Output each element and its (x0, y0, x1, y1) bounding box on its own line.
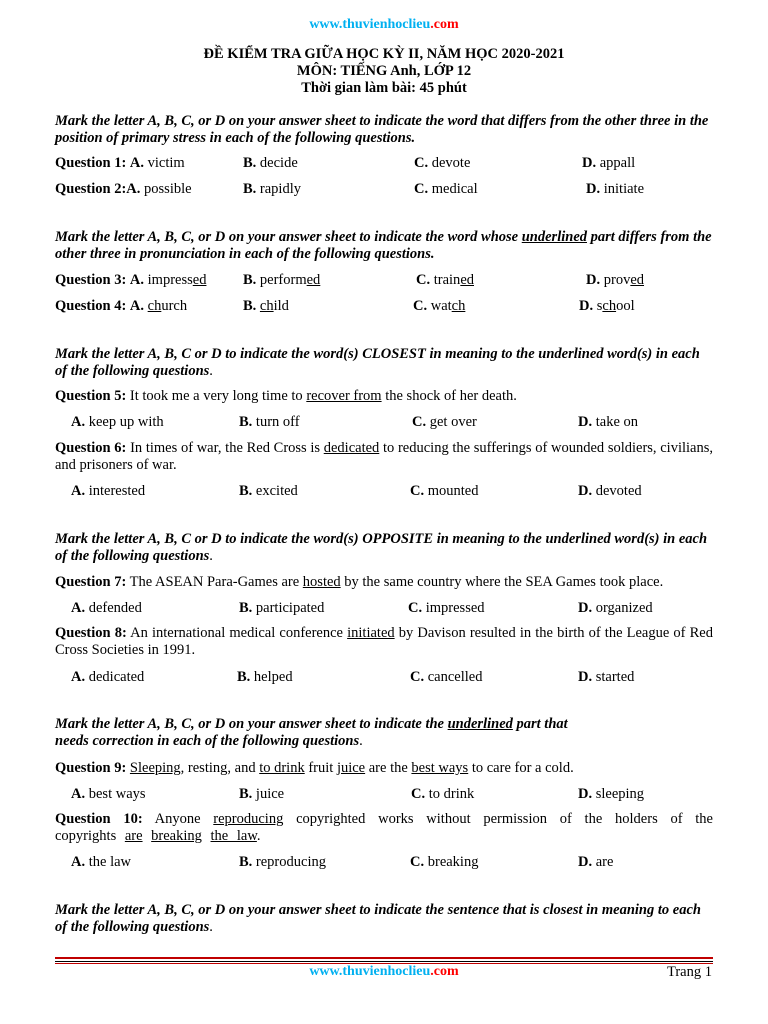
section-6-instruction: Mark the letter A, B, C, or D on your answer sheet to indicate the sentence that is closest in meaning to each of the following questions. (55, 902, 701, 935)
section-3-instruction: Mark the letter A, B, C or D to indicate the word(s) CLOSEST in meaning to the underlined word(s) in each of the following questions. (55, 346, 700, 379)
section-4-instruction: Mark the letter A, B, C or D to indicate the word(s) OPPOSITE in meaning to the underlined word(s) in each of the following questions. (55, 531, 708, 564)
header-website-link[interactable]: www.thuvienhoclieu.com (309, 17, 459, 32)
section-1-instruction: Mark the letter A, B, C, or D on your answer sheet to indicate the word that differs from the other three in the position of primary stress in each of the following questions. (55, 113, 709, 146)
question-9-stem: Question 9: Sleeping, resting, and to drink fruit juice are the best ways to care for a cold. (55, 760, 574, 776)
question-10-options: A. the law B. reproducing C. breaking D. are (71, 854, 614, 870)
footer-website-link[interactable]: www.thuvienhoclieu.com (309, 964, 459, 979)
question-6-stem: Question 6: In times of war, the Red Cross is dedicated to reducing the sufferings of wounded soldiers, civilians, and prisoners of war. (55, 440, 713, 473)
question-6-options: A. interested B. excited C. mounted D. devoted (71, 483, 642, 499)
section-2-instruction: Mark the letter A, B, C, or D on your answer sheet to indicate the word whose underlined part differs from the other three in pronunciation in each of the following questions. (55, 229, 712, 262)
question-8-stem: Question 8: An international medical conference initiated by Davison resulted in the birth of the League of Red Cross Societies in 1991. (55, 625, 713, 658)
question-4: Question 4: A. church B. child C. watch D. school (55, 298, 635, 314)
question-9-options: A. best ways B. juice C. to drink D. sleeping (71, 786, 645, 802)
question-5-options: A. keep up with B. turn off C. get over D. take on (71, 414, 639, 430)
exam-title: ĐỀ KIỂM TRA GIỮA HỌC KỲ II, NĂM HỌC 2020-2021 (203, 46, 565, 62)
footer-divider-inner (55, 961, 713, 962)
section-5-instruction: Mark the letter A, B, C, or D on your answer sheet to indicate the underlined part that needs correction in each of the following questions. (55, 716, 568, 749)
question-3: Question 3: A. impressed B. performed C. trained D. proved (55, 272, 645, 288)
question-1: Question 1: A. victim B. decide C. devote D. appall (55, 155, 636, 171)
question-8-options: A. dedicated B. helped C. cancelled D. started (71, 669, 635, 685)
page-number: Trang 1 (667, 964, 712, 980)
exam-duration: Thời gian làm bài: 45 phút (301, 80, 467, 96)
question-2: Question 2:A. possible B. rapidly C. medical D. initiate (55, 181, 644, 197)
footer-divider (55, 957, 713, 959)
question-5-stem: Question 5: It took me a very long time to recover from the shock of her death. (55, 388, 517, 404)
question-7-options: A. defended B. participated C. impressed D. organized (71, 600, 653, 616)
exam-subject: MÔN: TIẾNG Anh, LỚP 12 (296, 63, 472, 79)
question-7-stem: Question 7: The ASEAN Para-Games are hosted by the same country where the SEA Games took place. (55, 574, 664, 590)
question-10-stem: Question 10: Anyone reproducing copyrighted works without permission of the holders of the copyrights are breaking the law. (55, 811, 713, 844)
